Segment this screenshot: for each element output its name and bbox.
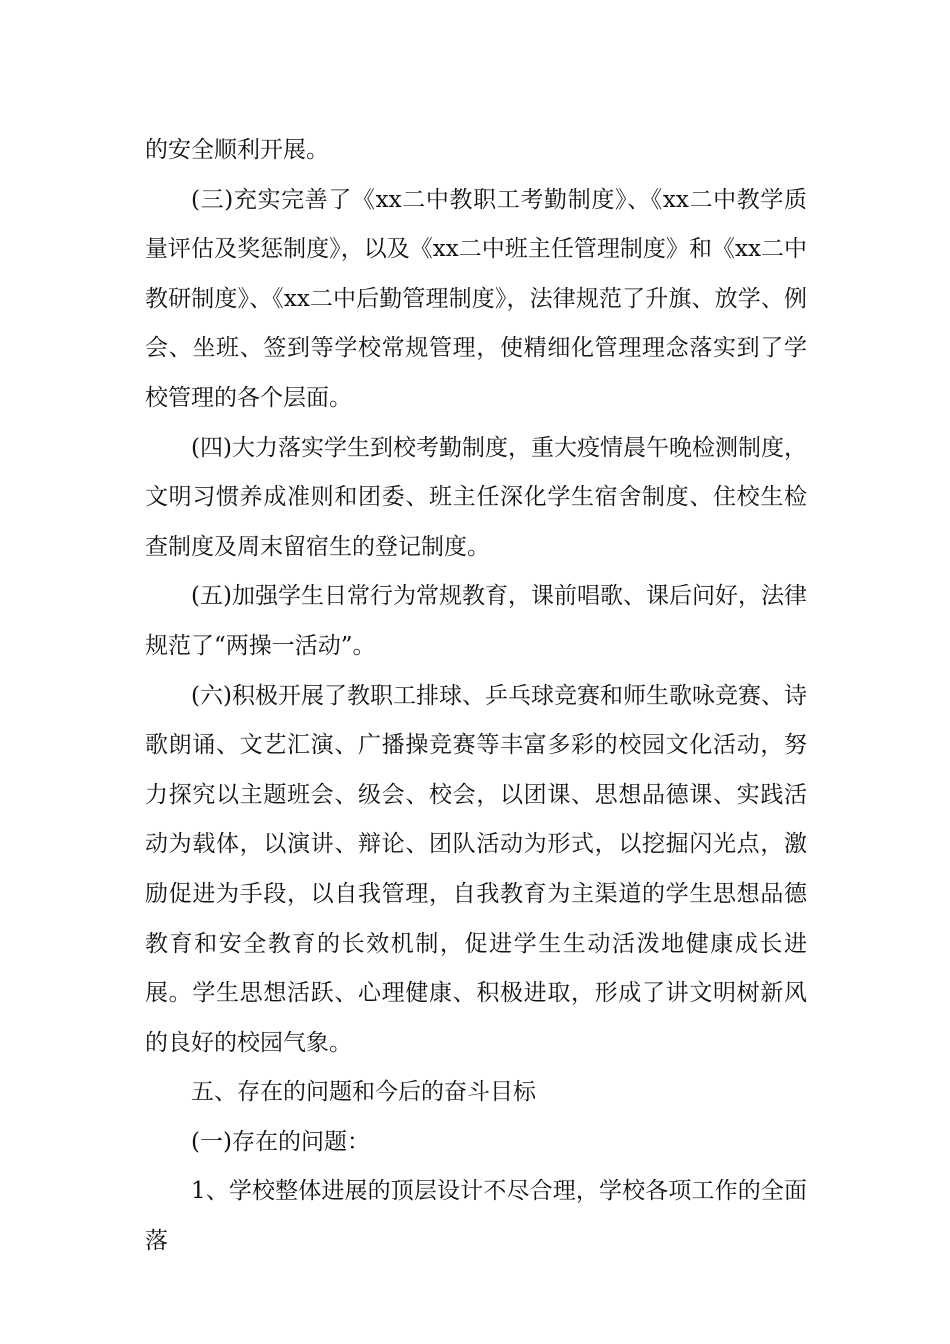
section-heading: 五、存在的问题和今后的奋斗目标 (191, 1079, 536, 1106)
paragraph-continuation: 的安全顺利开展。 (145, 137, 329, 163)
paragraph-item-4: (四)大力落实学生到校考勤制度，重大疫情晨午晚检测制度，文明习惯养成准则和团委、班主任深化学生宿舍制度、住校生检查制度及周末留宿生的登记制度。 (145, 434, 807, 560)
subsection-heading: (一)存在的问题： (191, 1128, 370, 1155)
document-body (145, 126, 807, 1267)
paragraph-problem-1: 1、学校整体进展的顶层设计不尽合理，学校各项工作的全面落 (145, 1178, 807, 1255)
paragraph-item-6: (六)积极开展了教职工排球、乒乓球竞赛和师生歌咏竞赛、诗歌朗诵、文艺汇演、广播操竞赛等丰富多彩的校园文化活动，努力探究以主题班会、级会、校会，以团课、思想品德课、实践活动为载体，以演讲、辩论、团队活动为形式，以挖掘闪光点，激励促进为手段，以自我管理，自我教育为主渠道的学生思想品德教育和安全教育的长效机制，促进学生生动活泼地健康成长进展。学生思想活跃、心理健康、积极进取，形成了讲文明树新风的良好的校园气象。 (145, 682, 807, 1056)
paragraph-item-3: (三)充实完善了《xx二中教职工考勤制度》、《xx二中教学质量评估及奖惩制度》，以及《xx二中班主任管理制度》和《xx二中教研制度》、《xx二中后勤管理制度》，法律规范了升旗、放学、例会、坐班、签到等学校常规管理，使精细化管理理念落实到了学校管理的各个层面。 (145, 186, 807, 411)
paragraph-item-5: (五)加强学生日常行为常规教育，课前唱歌、课后问好，法律规范了“两操一活动”。 (145, 583, 807, 659)
